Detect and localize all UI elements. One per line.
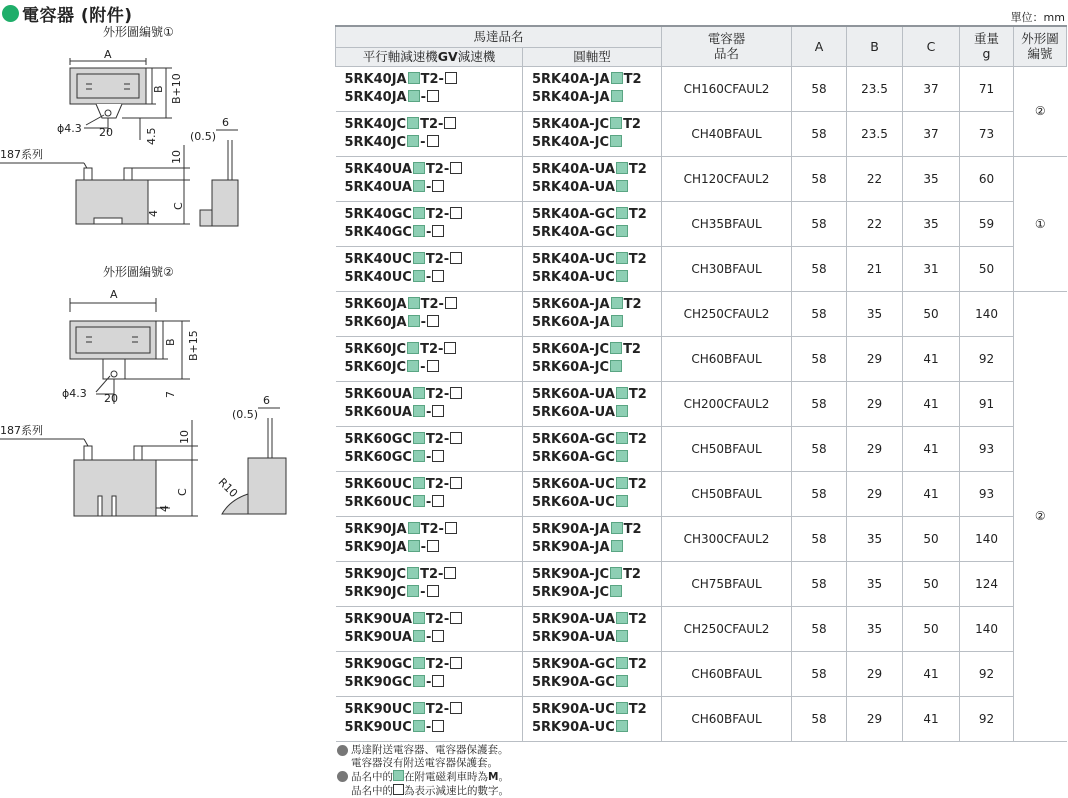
fig1-title: 外形圖編號① xyxy=(103,25,174,39)
dim-c-cell: 50 xyxy=(903,561,960,606)
header-capacitor xyxy=(662,26,792,66)
dim-c-cell: 37 xyxy=(903,66,960,111)
table-row xyxy=(336,696,1067,741)
dim-c-cell: 35 xyxy=(903,156,960,201)
dim-c-cell: 41 xyxy=(903,336,960,381)
green-square-icon xyxy=(393,770,404,781)
round-shaft-model-cell: 5RK90A-JA T2 5RK90A-JA xyxy=(523,516,662,561)
dim-c-cell: 37 xyxy=(903,111,960,156)
weight-cell: 124 xyxy=(960,561,1014,606)
empty-box-icon xyxy=(432,180,444,192)
capacitor-model-cell: CH35BFAUL xyxy=(662,201,792,246)
bullet-icon xyxy=(337,771,348,782)
empty-box-icon xyxy=(427,540,439,552)
green-square-icon xyxy=(616,450,628,462)
empty-box-icon xyxy=(450,477,462,489)
dim-b-cell: 29 xyxy=(847,471,903,516)
fig1-dim-b10: B+10 xyxy=(170,73,183,104)
fig2-dim-r10: R10 xyxy=(215,475,241,501)
green-square-icon xyxy=(408,90,420,102)
fig2-dim-b15: B+15 xyxy=(187,330,200,361)
dim-a-cell: 58 xyxy=(792,156,847,201)
dim-c-cell: 41 xyxy=(903,651,960,696)
fig1-series-label: 187系列 xyxy=(0,148,43,161)
capacitor-model-cell: CH300CFAUL2 xyxy=(662,516,792,561)
note-2-line-1: 品名中的 在附電磁剎車時為M。 xyxy=(351,771,509,783)
capacitor-model-cell: CH50BFAUL xyxy=(662,471,792,516)
round-shaft-model-cell: 5RK60A-UA T2 5RK60A-UA xyxy=(523,381,662,426)
weight-cell: 73 xyxy=(960,111,1014,156)
round-shaft-model-cell: 5RK60A-GC T2 5RK60A-GC xyxy=(523,426,662,471)
round-shaft-model-cell: 5RK40A-JA T2 5RK40A-JA xyxy=(523,66,662,111)
fig2-title: 外形圖編號② xyxy=(103,265,174,279)
note-2-line-2: 品名中的 為表示減速比的數字。 xyxy=(351,785,509,797)
capacitor-model-cell: CH75BFAUL xyxy=(662,561,792,606)
green-square-icon xyxy=(616,432,628,444)
fig-number-cell: ② xyxy=(1014,66,1067,156)
weight-cell: 91 xyxy=(960,381,1014,426)
green-square-icon xyxy=(611,297,623,309)
green-square-icon xyxy=(616,702,628,714)
capacitor-model-cell: CH160CFAUL2 xyxy=(662,66,792,111)
empty-box-icon xyxy=(432,495,444,507)
parallel-model-cell: 5RK90JC T2- 5RK90JC - xyxy=(336,561,523,606)
green-square-icon xyxy=(611,72,623,84)
header-fig-line2: 編號 xyxy=(1027,46,1053,62)
fig1-dim-c: C xyxy=(172,202,185,210)
header-c: C xyxy=(903,26,960,66)
note-1-line-1: 馬達附送電容器、電容器保護套。 xyxy=(351,744,509,756)
fig2-dim-b: B xyxy=(164,338,177,346)
green-square-icon xyxy=(413,405,425,417)
dim-a-cell: 58 xyxy=(792,696,847,741)
green-square-icon xyxy=(413,252,425,264)
green-square-icon xyxy=(413,207,425,219)
weight-cell: 140 xyxy=(960,291,1014,336)
empty-box-icon xyxy=(432,225,444,237)
header-capacitor-line2: 品名 xyxy=(714,46,740,62)
fig1-dim-b: B xyxy=(152,85,165,93)
green-square-icon xyxy=(616,252,628,264)
fig1-dim-10: 10 xyxy=(170,150,183,164)
capacitor-model-cell: CH60BFAUL xyxy=(662,651,792,696)
bullet-icon xyxy=(337,745,348,756)
capacitor-model-cell: CH60BFAUL xyxy=(662,696,792,741)
table-row xyxy=(336,111,1067,156)
green-square-icon xyxy=(407,567,419,579)
note-1-line-2: 電容器沒有附送電容器保護套。 xyxy=(351,757,498,769)
table-row xyxy=(336,336,1067,381)
fig2-dim-phi: ϕ4.3 xyxy=(62,387,87,400)
green-square-icon xyxy=(616,225,628,237)
dim-b-cell: 29 xyxy=(847,696,903,741)
unit-label: 單位：mm xyxy=(1010,11,1065,24)
green-square-icon xyxy=(616,477,628,489)
empty-box-icon xyxy=(427,360,439,372)
green-square-icon xyxy=(413,225,425,237)
round-shaft-model-cell: 5RK90A-GC T2 5RK90A-GC xyxy=(523,651,662,696)
fig1-dim-a: A xyxy=(104,48,112,61)
table-row xyxy=(336,246,1067,291)
green-square-icon xyxy=(407,360,419,372)
table-row xyxy=(336,426,1067,471)
green-square-icon xyxy=(611,522,623,534)
header-fig-no xyxy=(1014,26,1067,66)
green-square-icon xyxy=(610,567,622,579)
dim-a-cell: 58 xyxy=(792,471,847,516)
empty-box-icon xyxy=(450,702,462,714)
empty-box-icon xyxy=(444,117,456,129)
dim-b-cell: 21 xyxy=(847,246,903,291)
outline-drawings xyxy=(0,0,335,798)
dim-a-cell: 58 xyxy=(792,111,847,156)
dim-b-cell: 35 xyxy=(847,561,903,606)
fig1-dim-45: 4.5 xyxy=(145,127,158,145)
green-square-icon xyxy=(616,720,628,732)
round-shaft-model-cell: 5RK90A-UA T2 5RK90A-UA xyxy=(523,606,662,651)
parallel-model-cell: 5RK60UC T2- 5RK60UC - xyxy=(336,471,523,516)
header-parallel-pre: 平行軸減速機 xyxy=(362,49,438,64)
green-square-icon xyxy=(413,702,425,714)
parallel-model-cell: 5RK60GC T2- 5RK60GC - xyxy=(336,426,523,471)
green-square-icon xyxy=(413,180,425,192)
parallel-model-cell: 5RK40UC T2- 5RK40UC - xyxy=(336,246,523,291)
green-square-icon xyxy=(408,522,420,534)
green-square-icon xyxy=(616,675,628,687)
empty-box-icon xyxy=(450,387,462,399)
green-square-icon xyxy=(408,72,420,84)
green-square-icon xyxy=(413,495,425,507)
round-shaft-model-cell: 5RK60A-JA T2 5RK60A-JA xyxy=(523,291,662,336)
green-square-icon xyxy=(616,495,628,507)
empty-box-icon xyxy=(432,720,444,732)
dim-b-cell: 22 xyxy=(847,156,903,201)
fig-number-cell: ② xyxy=(1014,291,1067,741)
fig2-dim-a: A xyxy=(110,288,118,301)
dim-a-cell: 58 xyxy=(792,606,847,651)
parallel-model-cell: 5RK60JA T2- 5RK60JA - xyxy=(336,291,523,336)
empty-box-icon xyxy=(445,297,457,309)
dim-a-cell: 58 xyxy=(792,651,847,696)
dim-a-cell: 58 xyxy=(792,426,847,471)
parallel-model-cell: 5RK90UA T2- 5RK90UA - xyxy=(336,606,523,651)
header-b: B xyxy=(847,26,903,66)
dim-b-cell: 23.5 xyxy=(847,111,903,156)
parallel-model-cell: 5RK90JA T2- 5RK90JA - xyxy=(336,516,523,561)
green-square-icon xyxy=(413,477,425,489)
empty-box-icon xyxy=(427,315,439,327)
round-shaft-model-cell: 5RK40A-GC T2 5RK40A-GC xyxy=(523,201,662,246)
dim-c-cell: 35 xyxy=(903,201,960,246)
green-square-icon xyxy=(413,387,425,399)
header-weight-line2: g xyxy=(982,46,991,62)
header-parallel-gv: GV xyxy=(437,49,458,64)
dim-a-cell: 58 xyxy=(792,381,847,426)
header-motor-model: 馬達品名 xyxy=(336,26,662,47)
fig-number-cell: ① xyxy=(1014,156,1067,291)
parallel-model-cell: 5RK40GC T2- 5RK40GC - xyxy=(336,201,523,246)
table-row xyxy=(336,561,1067,606)
dim-b-cell: 35 xyxy=(847,291,903,336)
empty-box-icon xyxy=(450,657,462,669)
green-square-icon xyxy=(610,135,622,147)
empty-box-icon xyxy=(432,405,444,417)
weight-cell: 59 xyxy=(960,201,1014,246)
parallel-model-cell: 5RK90UC T2- 5RK90UC - xyxy=(336,696,523,741)
green-square-icon xyxy=(610,342,622,354)
parallel-model-cell: 5RK60JC T2- 5RK60JC - xyxy=(336,336,523,381)
green-square-icon xyxy=(407,135,419,147)
green-square-icon xyxy=(616,630,628,642)
fig2-series-label: 187系列 xyxy=(0,424,43,437)
parallel-model-cell: 5RK40JC T2- 5RK40JC - xyxy=(336,111,523,156)
capacitor-model-cell: CH30BFAUL xyxy=(662,246,792,291)
dim-c-cell: 50 xyxy=(903,291,960,336)
header-parallel-post: 減速機 xyxy=(457,49,496,64)
empty-box-icon xyxy=(393,784,404,795)
dim-b-cell: 35 xyxy=(847,606,903,651)
weight-cell: 92 xyxy=(960,336,1014,381)
dim-a-cell: 58 xyxy=(792,201,847,246)
weight-cell: 93 xyxy=(960,426,1014,471)
dim-b-cell: 29 xyxy=(847,336,903,381)
dim-c-cell: 41 xyxy=(903,471,960,516)
header-round-shaft: 圓軸型 xyxy=(523,47,662,66)
fig2-dim-c: C xyxy=(176,488,189,496)
table-row xyxy=(336,156,1067,201)
dim-a-cell: 58 xyxy=(792,291,847,336)
header-parallel-gear xyxy=(336,47,523,66)
dim-b-cell: 29 xyxy=(847,651,903,696)
empty-box-icon xyxy=(444,342,456,354)
green-square-icon xyxy=(616,405,628,417)
green-square-icon xyxy=(413,162,425,174)
dim-b-cell: 29 xyxy=(847,426,903,471)
empty-box-icon xyxy=(445,522,457,534)
weight-cell: 71 xyxy=(960,66,1014,111)
green-square-icon xyxy=(616,387,628,399)
green-square-icon xyxy=(611,540,623,552)
empty-box-icon xyxy=(450,207,462,219)
weight-cell: 50 xyxy=(960,246,1014,291)
dim-c-cell: 41 xyxy=(903,381,960,426)
empty-box-icon xyxy=(445,72,457,84)
empty-box-icon xyxy=(427,90,439,102)
table-row xyxy=(336,516,1067,561)
round-shaft-model-cell: 5RK40A-UA T2 5RK40A-UA xyxy=(523,156,662,201)
fig2-dim-4: 4 xyxy=(158,505,171,512)
empty-box-icon xyxy=(450,162,462,174)
green-square-icon xyxy=(610,360,622,372)
empty-box-icon xyxy=(427,135,439,147)
header-weight xyxy=(960,26,1014,66)
weight-cell: 92 xyxy=(960,651,1014,696)
capacitor-model-cell: CH250CFAUL2 xyxy=(662,291,792,336)
green-square-icon xyxy=(413,270,425,282)
dim-b-cell: 35 xyxy=(847,516,903,561)
empty-box-icon xyxy=(450,432,462,444)
table-row xyxy=(336,291,1067,336)
round-shaft-model-cell: 5RK90A-JC T2 5RK90A-JC xyxy=(523,561,662,606)
green-square-icon xyxy=(611,315,623,327)
capacitor-model-cell: CH60BFAUL xyxy=(662,336,792,381)
parallel-model-cell: 5RK90GC T2- 5RK90GC - xyxy=(336,651,523,696)
green-square-icon xyxy=(616,657,628,669)
green-square-icon xyxy=(408,315,420,327)
green-square-icon xyxy=(413,675,425,687)
weight-cell: 140 xyxy=(960,516,1014,561)
weight-cell: 140 xyxy=(960,606,1014,651)
green-square-icon xyxy=(408,540,420,552)
green-square-icon xyxy=(616,180,628,192)
dim-c-cell: 41 xyxy=(903,696,960,741)
round-shaft-model-cell: 5RK60A-JC T2 5RK60A-JC xyxy=(523,336,662,381)
empty-box-icon xyxy=(427,585,439,597)
green-square-icon xyxy=(407,585,419,597)
green-square-icon xyxy=(407,342,419,354)
fig1-dim-phi: ϕ4.3 xyxy=(57,122,82,135)
green-square-icon xyxy=(413,450,425,462)
capacitor-model-cell: CH250CFAUL2 xyxy=(662,606,792,651)
green-square-icon xyxy=(611,90,623,102)
weight-cell: 93 xyxy=(960,471,1014,516)
empty-box-icon xyxy=(432,630,444,642)
green-square-icon xyxy=(610,117,622,129)
table-row xyxy=(336,471,1067,516)
dim-c-cell: 50 xyxy=(903,606,960,651)
fig1-dim-6: 6 xyxy=(222,116,229,129)
round-shaft-model-cell: 5RK90A-UC T2 5RK90A-UC xyxy=(523,696,662,741)
header-a: A xyxy=(792,26,847,66)
round-shaft-model-cell: 5RK40A-UC T2 5RK40A-UC xyxy=(523,246,662,291)
dim-c-cell: 41 xyxy=(903,426,960,471)
parallel-model-cell: 5RK40UA T2- 5RK40UA - xyxy=(336,156,523,201)
green-square-icon xyxy=(413,612,425,624)
capacitor-model-cell: CH200CFAUL2 xyxy=(662,381,792,426)
capacitor-model-cell: CH120CFAUL2 xyxy=(662,156,792,201)
empty-box-icon xyxy=(432,270,444,282)
table-row xyxy=(336,66,1067,111)
weight-cell: 60 xyxy=(960,156,1014,201)
empty-box-icon xyxy=(444,567,456,579)
fig1-dim-20: 20 xyxy=(99,126,113,139)
green-square-icon xyxy=(616,207,628,219)
fig2-dim-05: (0.5) xyxy=(232,408,259,421)
fig2-dim-20: 20 xyxy=(104,392,118,405)
green-square-icon xyxy=(616,162,628,174)
green-square-icon xyxy=(413,720,425,732)
dim-a-cell: 58 xyxy=(792,66,847,111)
table-row xyxy=(336,201,1067,246)
dim-b-cell: 22 xyxy=(847,201,903,246)
note-2 xyxy=(337,770,509,784)
note-1 xyxy=(337,744,509,757)
green-square-icon xyxy=(407,117,419,129)
empty-box-icon xyxy=(450,252,462,264)
green-square-icon xyxy=(616,612,628,624)
header-fig-line1: 外形圖 xyxy=(1021,31,1059,47)
capacitor-spec-table xyxy=(335,25,1067,742)
green-square-icon xyxy=(413,630,425,642)
page-title: 電容器 (附件) xyxy=(22,6,133,26)
dim-a-cell: 58 xyxy=(792,561,847,606)
table-row xyxy=(336,381,1067,426)
header-weight-line1: 重量 xyxy=(974,31,1000,47)
green-square-icon xyxy=(413,432,425,444)
dim-a-cell: 58 xyxy=(792,336,847,381)
fig1-dim-05: (0.5) xyxy=(190,130,217,143)
round-shaft-model-cell: 5RK40A-JC T2 5RK40A-JC xyxy=(523,111,662,156)
parallel-model-cell: 5RK60UA T2- 5RK60UA - xyxy=(336,381,523,426)
green-square-icon xyxy=(616,270,628,282)
green-square-icon xyxy=(408,297,420,309)
dim-a-cell: 58 xyxy=(792,516,847,561)
capacitor-model-cell: CH50BFAUL xyxy=(662,426,792,471)
empty-box-icon xyxy=(432,450,444,462)
dim-c-cell: 31 xyxy=(903,246,960,291)
fig1-dim-4: 4 xyxy=(147,210,160,217)
fig2-dim-6: 6 xyxy=(263,394,270,407)
green-square-icon xyxy=(610,585,622,597)
round-shaft-model-cell: 5RK60A-UC T2 5RK60A-UC xyxy=(523,471,662,516)
capacitor-model-cell: CH40BFAUL xyxy=(662,111,792,156)
table-row xyxy=(336,651,1067,696)
dim-a-cell: 58 xyxy=(792,246,847,291)
parallel-model-cell: 5RK40JA T2- 5RK40JA - xyxy=(336,66,523,111)
footnotes xyxy=(337,744,509,798)
dim-b-cell: 23.5 xyxy=(847,66,903,111)
empty-box-icon xyxy=(432,675,444,687)
fig2-dim-7: 7 xyxy=(164,391,177,398)
dim-c-cell: 50 xyxy=(903,516,960,561)
weight-cell: 92 xyxy=(960,696,1014,741)
green-square-icon xyxy=(413,657,425,669)
header-capacitor-line1: 電容器 xyxy=(707,31,746,47)
empty-box-icon xyxy=(450,612,462,624)
fig2-dim-10: 10 xyxy=(178,430,191,444)
dim-b-cell: 29 xyxy=(847,381,903,426)
table-row xyxy=(336,606,1067,651)
